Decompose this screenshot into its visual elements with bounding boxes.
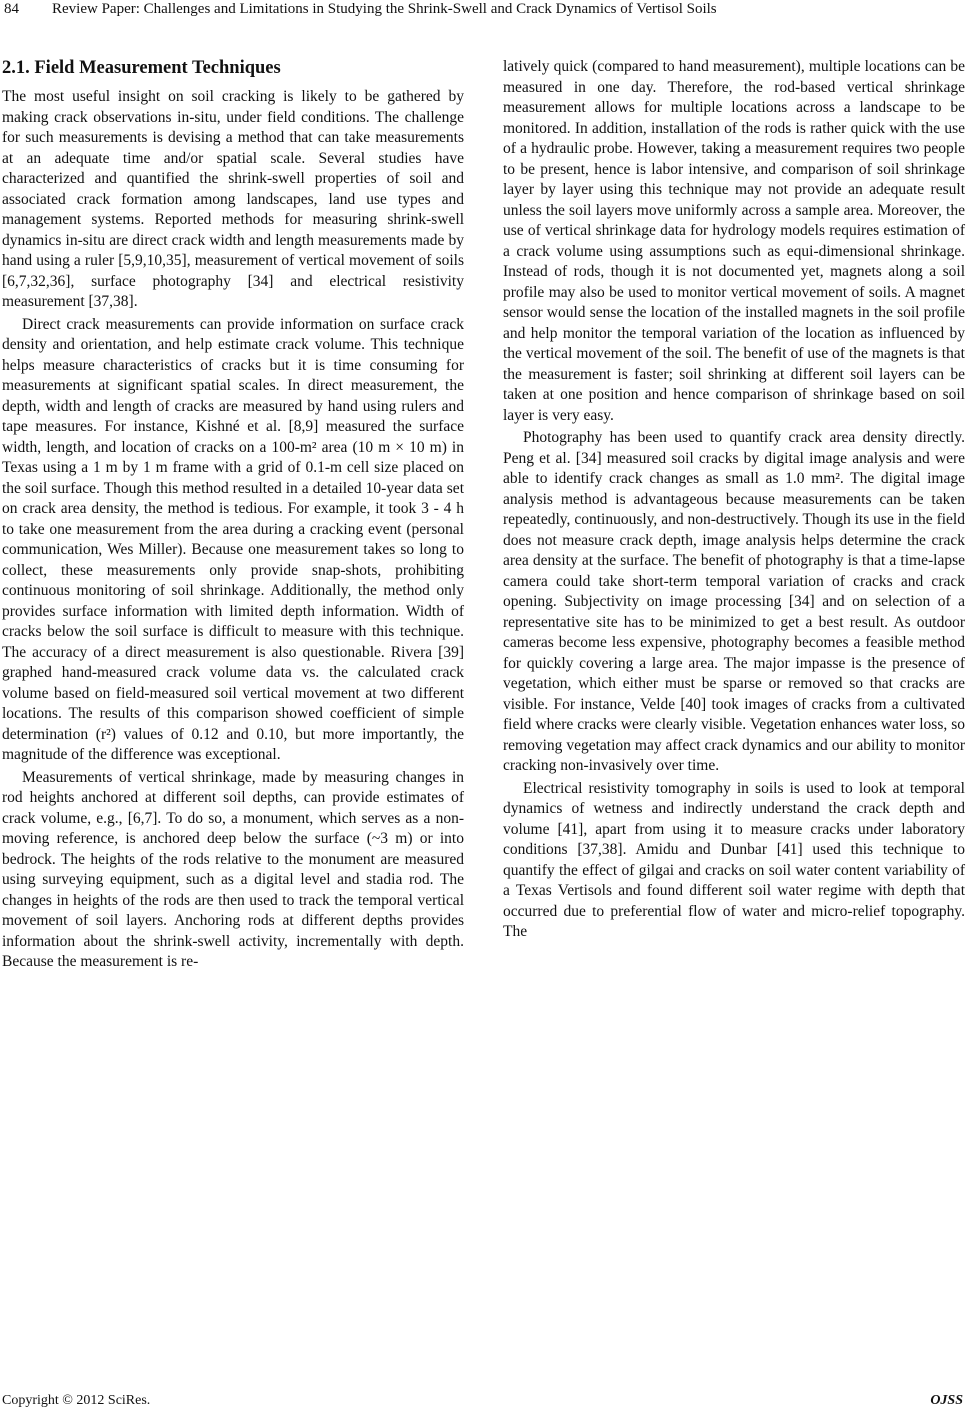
running-title: Review Paper: Challenges and Limitations in Studying the Shrink-Swell and Crack Dynamics of Vertisol Soils — [52, 1, 717, 17]
copyright-notice: Copyright © 2012 SciRes. — [2, 1393, 151, 1408]
paragraph-left-1: The most useful insight on soil cracking is likely to be gathered by making crack observations in-situ, under field conditions. The challenge for such measurements is devising a method that can take measurements at an adequate time and/or spatial scale. Several studies have characterized and quantified the shrink-swell properties of soil and associated crack formation among landscapes, land use types and management systems. Reported methods for measuring shrink-swell dynamics in-situ are direct crack width and length measurements made by hand using a ruler [5,9,10,35], measurement of vertical movement of soils [6,7,32,36], surface photography [34] and electrical resistivity measurement [37,38]. — [2, 88, 464, 310]
journal-abbreviation: OJSS — [930, 1393, 963, 1408]
paragraph-left-3: Measurements of vertical shrinkage, made by measuring changes in rod heights anchored at different soil depths, can provide estimates of crack volume, e.g., [6,7]. To do so, a monument, which serves as a non-moving reference, is anchored deep below the surface (~3 m) or into bedrock. The heights of the rods relative to the monument are measured using surveying equipment, such as a digital level and stadia rod. The changes in heights of the rods are then used to track the temporal vertical movement of soil layers. Anchoring rods at different depths provides information about the shrink-swell activity, incrementally with depth. Because the measurement is re- — [2, 768, 464, 970]
paragraph-left-2: Direct crack measurements can provide information on surface crack density and orientation, and help estimate crack volume. This technique helps measure characteristics of cracks but it is time consuming for measurements at significant spatial scales. In direct measurement, the depth, width and length of cracks are measured by hand using rulers and tape measures. For instance, Kishné et al. [8,9] measured the surface width, length, and location of cracks on a 100-m² area (10 m × 10 m) in Texas using a 1 m by 1 m frame with a grid of 0.1-m cell size placed on the soil surface. Though this method resulted in a detailed 10-year data set on crack area density, the method is tedious. For example, it took 3 - 4 h to take one measurement from the area during a cracking event (personal communication, Wes Miller). Because one measurement takes so long to collect, these measurements only provide snap-shots, prohibiting continuous monitoring of soil shrinkage. Additionally, the method only provides surface information with limited depth information. Width of cracks below the soil surface is difficult to measure with this technique. The accuracy of a direct measurement is also questionable. Rivera [39] graphed hand-measured crack volume data vs. the calculated crack volume based on field-measured soil vertical movement at two different locations. The results of this comparison showed coefficient of simple determination (r²) values of 0.12 and 0.10, but more importantly, the magnitude of the difference was exceptional. — [2, 315, 464, 763]
page-number: 84 — [4, 1, 19, 17]
page-header — [0, 0, 967, 26]
paragraph-right-3: Electrical resistivity tomography in soils is used to look at temporal dynamics of wetness and indirectly understand the crack depth and volume [41], apart from using it to measure cracks under laboratory conditions [37,38]. Amidu and Dunbar [41] used this technique to quantify the effect of gilgai and cracks on soil water content variability of a Texas Vertisols and found different soil water regime with depth that occurred due to preferential flow of water and micro-relief topography. The — [503, 779, 965, 940]
section-title: 2.1. Field Measurement Techniques — [2, 58, 281, 78]
left-column — [2, 57, 464, 973]
paragraph-right-1: latively quick (compared to hand measurement), multiple locations can be measured in one day. Therefore, the rod-based vertical shrinkage measurement allows for multiple locations across a landscape to be monitored. In addition, installation of the rods is rather quick with the use of a hydraulic probe. However, taking a measurement requires two people to be present, hence is labor intensive, and comparison of soil shrinkage layer by layer using this technique may not provide an adequate result unless the soil layers move uniformly across a sample area. Moreover, the use of vertical shrinkage data for hydrology models requires estimation of a crack volume using assumptions such as equi-dimensional shrinkage. Instead of rods, though it is not documented yet, magnets along a soil profile may also be used to monitor vertical movement of soils. A magnet sensor would sense the location of the installed magnets in the soil profile and help monitor the temporal variation of the location as influenced by the vertical movement of the soil. The benefit of use of the magnets is that the measurement is faster; soil shrinking at different soil layers can be taken at one position and hence comparison of shrinkage based on soil layer is very easy. — [503, 58, 965, 424]
right-column — [503, 57, 965, 943]
paragraph-right-2: Photography has been used to quantify crack area density directly. Peng et al. [34] measured soil cracks by digital image analysis and were able to identify crack changes as small as 1.0 mm². The digital image analysis method is advantageous because measurements can be taken repeatedly, continuously, and non-destructively. Though its use in the field does not measure crack depth, image analysis helps determine the crack area density at the surface. The benefit of photography is that a time-lapse camera could take short-term temporal variation of cracks and crack opening. Subjectivity on image processing [34] and on selection of a representative site has to be minimized to get a best result. As outdoor cameras become less expensive, photography becomes a feasible method for quickly covering a large area. The major impasse is the presence of vegetation, which either must be sparse or removed so that cracks are visible. For instance, Velde [40] took images of cracks from a cultivated field where cracks were clearly visible. Vegetation enhances water loss, so removing vegetation may affect crack dynamics and our ability to monitor cracking non-invasively over time. — [503, 429, 965, 774]
